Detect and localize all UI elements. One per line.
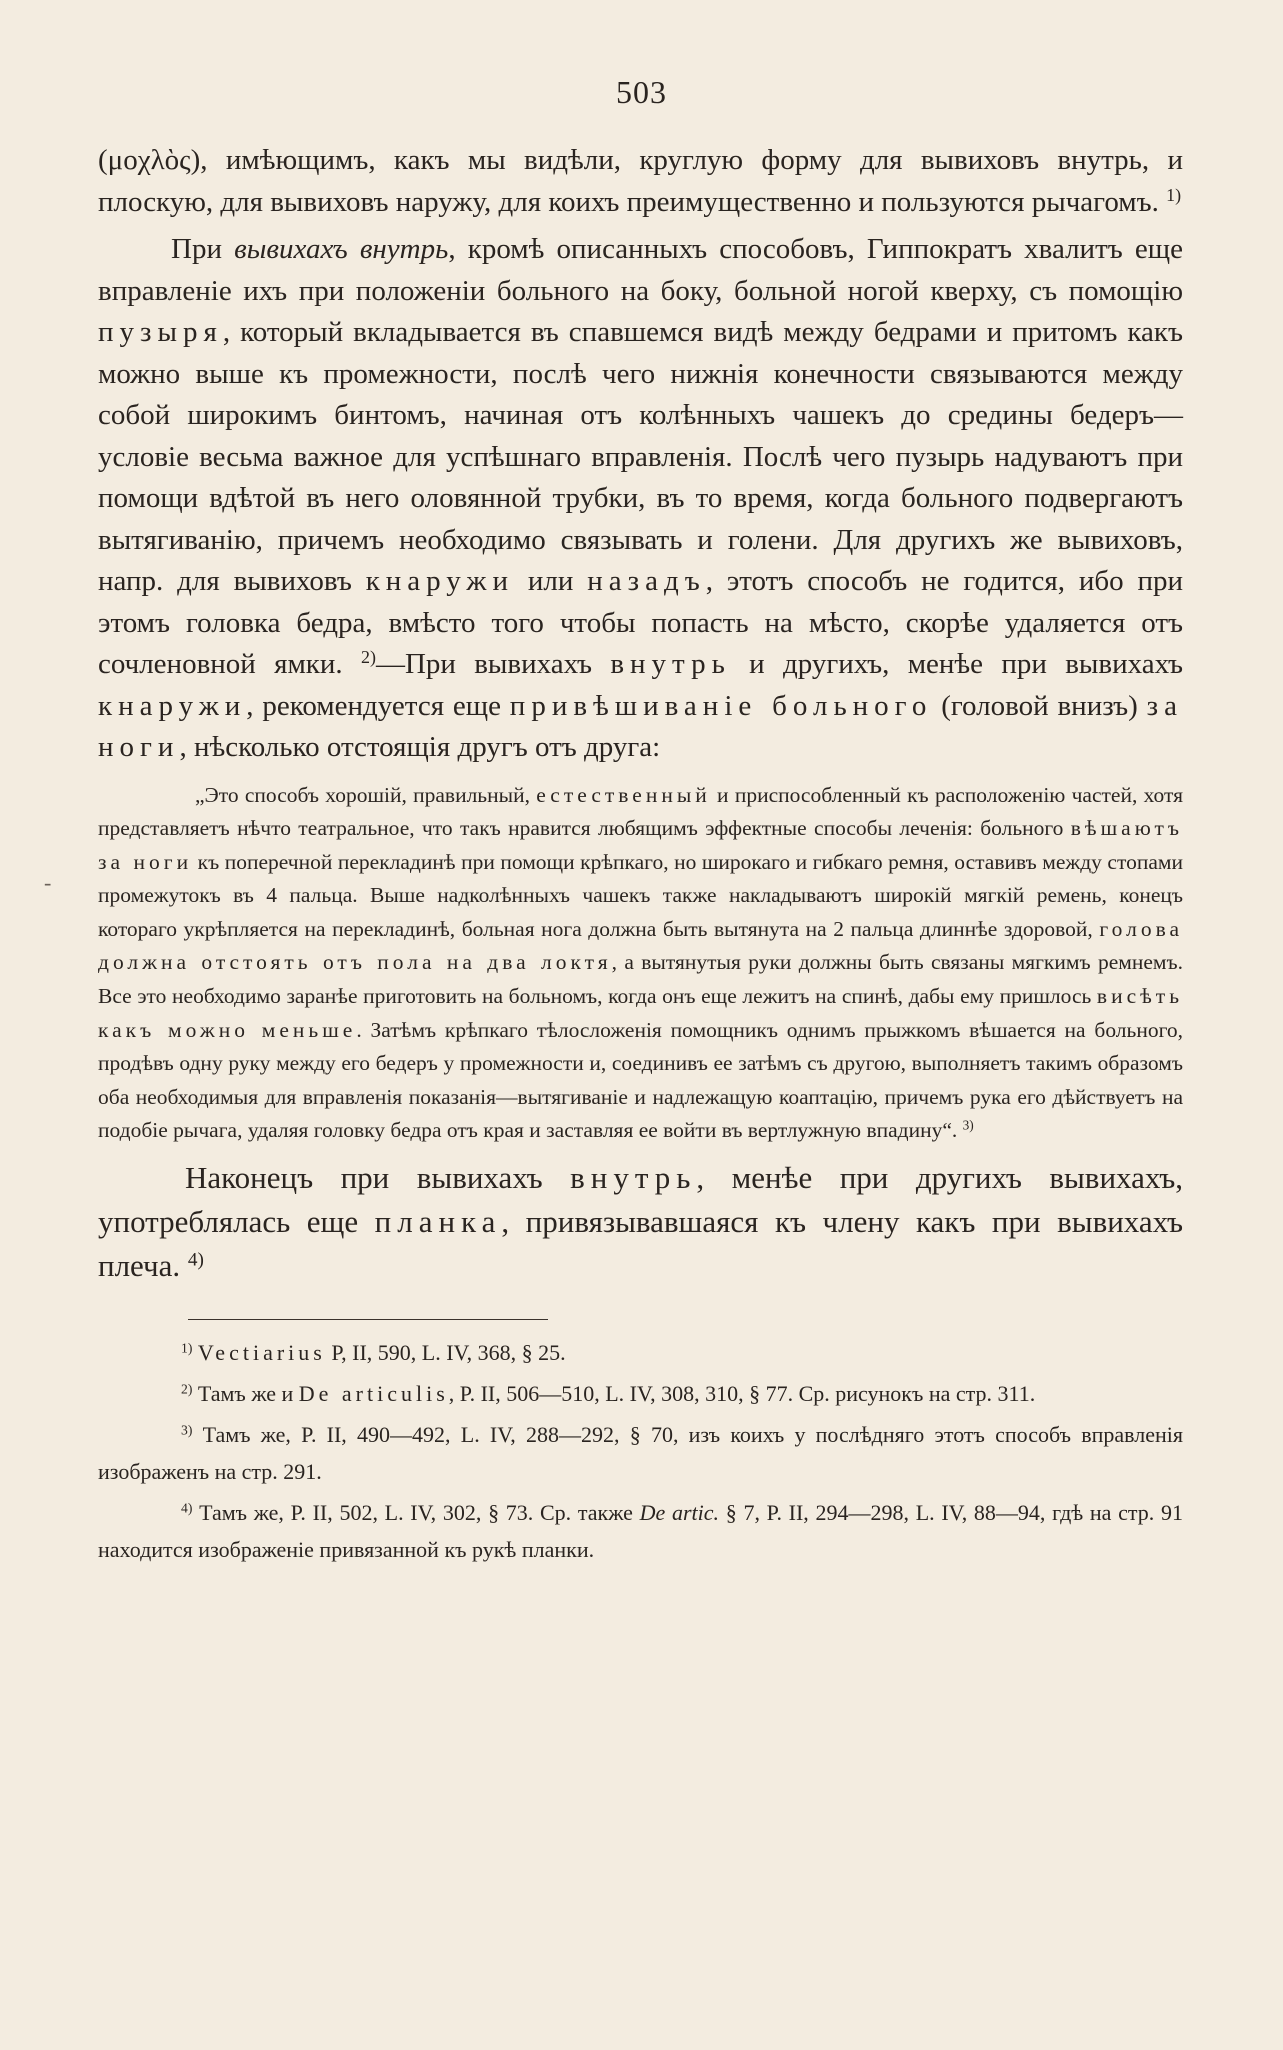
emphasis-spaced: привѣшиваніе больного	[509, 689, 933, 722]
margin-mark: -	[44, 870, 52, 895]
footnote: $^{3)}$ Тамъ же, P. II, 490—492, L. IV, 288—292, § 70, изъ коихъ у послѣдняго этотъ способъ вправленія изображенъ на стр. 291.	[98, 1422, 1183, 1485]
footnote-ref-2: 2)	[360, 647, 376, 668]
emphasis-italic: вывихахъ внутрь	[234, 233, 449, 265]
footnote-ref-4: 4)	[187, 1249, 204, 1271]
paragraph-3: Наконецъ при вывихахъ внутрь, менѣе при другихъ вывихахъ, употреблялась еще планка, привязывавшаяся къ члену какъ при вывихахъ плеча. $^{4)}$	[98, 1160, 1183, 1284]
emphasis-spaced: естественный	[536, 782, 711, 807]
emphasis-spaced: планка	[374, 1204, 502, 1240]
emphasis-spaced: вѣшаютъ за ноги	[98, 816, 1183, 874]
footnote: $^{1)}$ Vectiarius P, II, 590, L. IV, 368, § 25.	[181, 1340, 566, 1366]
emphasis-spaced: пузыря	[98, 316, 223, 348]
emphasis-spaced: внутрь	[570, 1160, 697, 1196]
paragraph-1: (μοχλὸς), имѣющимъ, какъ мы видѣли, круглую форму для вывиховъ внутрь, и плоскую, для вывиховъ наружу, для коихъ преимущественно и пользуются рычагомъ. $^{1)}$	[98, 144, 1183, 218]
block-quote: „Это способъ хорошій, правильный, естественный и приспособленный къ расположенію частей, хотя представляетъ нѣчто театральное, что такъ нравится любящимъ эффектные способы леченія: больного вѣшаютъ за ноги къ поперечной перекладинѣ при помощи крѣпкаго, но широкаго и гибкаго ремня, оставивъ между стопами промежутокъ въ 4 пальца. Выше надколѣнныхъ чашекъ также накладываютъ широкій мягкій ремень, конецъ котораго укрѣпляется на перекладинѣ, больная нога должна быть вытянута на 2 пальца длиннѣе здоровой, голова должна отстоять отъ пола на два локтя, а вытянутыя руки должны быть связаны мягкимъ ремнемъ. Все это необходимо заранѣе приготовить на больномъ, когда онъ еще лежитъ на спинѣ, дабы ему пришлось висѣть какъ можно меньше. Затѣмъ крѣпкаго тѣлосложенія помощникъ однимъ прыжкомъ вѣшается на больного, продѣвъ одну руку между его бедеръ у промежности и, соединивъ ее затѣмъ съ другою, выполняетъ такимъ образомъ оба необходимыя для вправленія показанія—вытягиваніе и надлежащую коаптацію, причемъ рука его дѣйствуетъ на подобіе рычага, удаляя головку бедра отъ края и заставляя ее войти въ вертлужную впадину“. $^{3)}$	[98, 782, 1184, 1143]
paragraph-2: При вывихахъ внутрь, кромѣ описанныхъ способовъ, Гиппократъ хвалитъ еще вправленіе ихъ при положеніи больного на боку, больной ногой кверху, съ помощію пузыря, который вкладывается въ спавшемся видѣ между бедрами и притомъ какъ можно выше къ промежности, послѣ чего нижнія конечности связываются между собой широкимъ бинтомъ, начиная отъ колѣнныхъ чашекъ до средины бедеръ—условіе весьма важное для успѣшнаго вправленія. Послѣ чего пузырь надуваютъ при помощи вдѣтой въ него оловянной трубки, въ то время, когда больного подвергаютъ вытягиванію, причемъ необходимо связывать и голени. Для другихъ же вывиховъ, напр. для вывиховъ кнаружи или назадъ, этотъ способъ не годится, ибо при этомъ головка бедра, вмѣсто того чтобы попасть на мѣсто, скорѣе удаляется отъ сочленовной ямки. $^{2)}$—При вывихахъ внутрь и другихъ, менѣе при вывихахъ кнаружи, рекомендуется еще привѣшиваніе больного (головой внизъ) за ноги, нѣсколько отстоящія другъ отъ друга:	[98, 233, 1183, 763]
emphasis-spaced: кнаружи	[365, 565, 514, 597]
emphasis-spaced: назадъ	[587, 565, 706, 597]
greek-word: (μοχλὸς)	[98, 144, 201, 176]
emphasis-spaced: за ноги	[98, 689, 1183, 763]
footnote: $^{2)}$ Тамъ же и De articulis, P. II, 506—510, L. IV, 308, 310, § 77. Ср. рисунокъ на стр. 311.	[181, 1381, 1036, 1407]
emphasis-spaced: висѣть какъ можно меньше	[98, 984, 1183, 1042]
emphasis-spaced: голова должна отстоять отъ пола на два локтя	[98, 916, 1183, 975]
footnote-separator	[188, 1319, 548, 1320]
footnote-ref-1: 1)	[1166, 184, 1182, 205]
footnote-ref-3: 3)	[962, 1118, 974, 1134]
emphasis-spaced: кнаружи	[98, 689, 247, 722]
footnote: $^{4)}$ Тамъ же, P. II, 502, L. IV, 302, § 73. Ср. также De artic. § 7, P. II, 294—298, L. IV, 88—94, гдѣ на стр. 91 находится изображеніе привязанной къ рукѣ планки.	[98, 1500, 1184, 1563]
body-text	[98, 140, 1183, 1572]
footnotes	[98, 1334, 1183, 1568]
page-number: 503	[616, 74, 667, 110]
emphasis-spaced: внутрь	[610, 648, 731, 680]
